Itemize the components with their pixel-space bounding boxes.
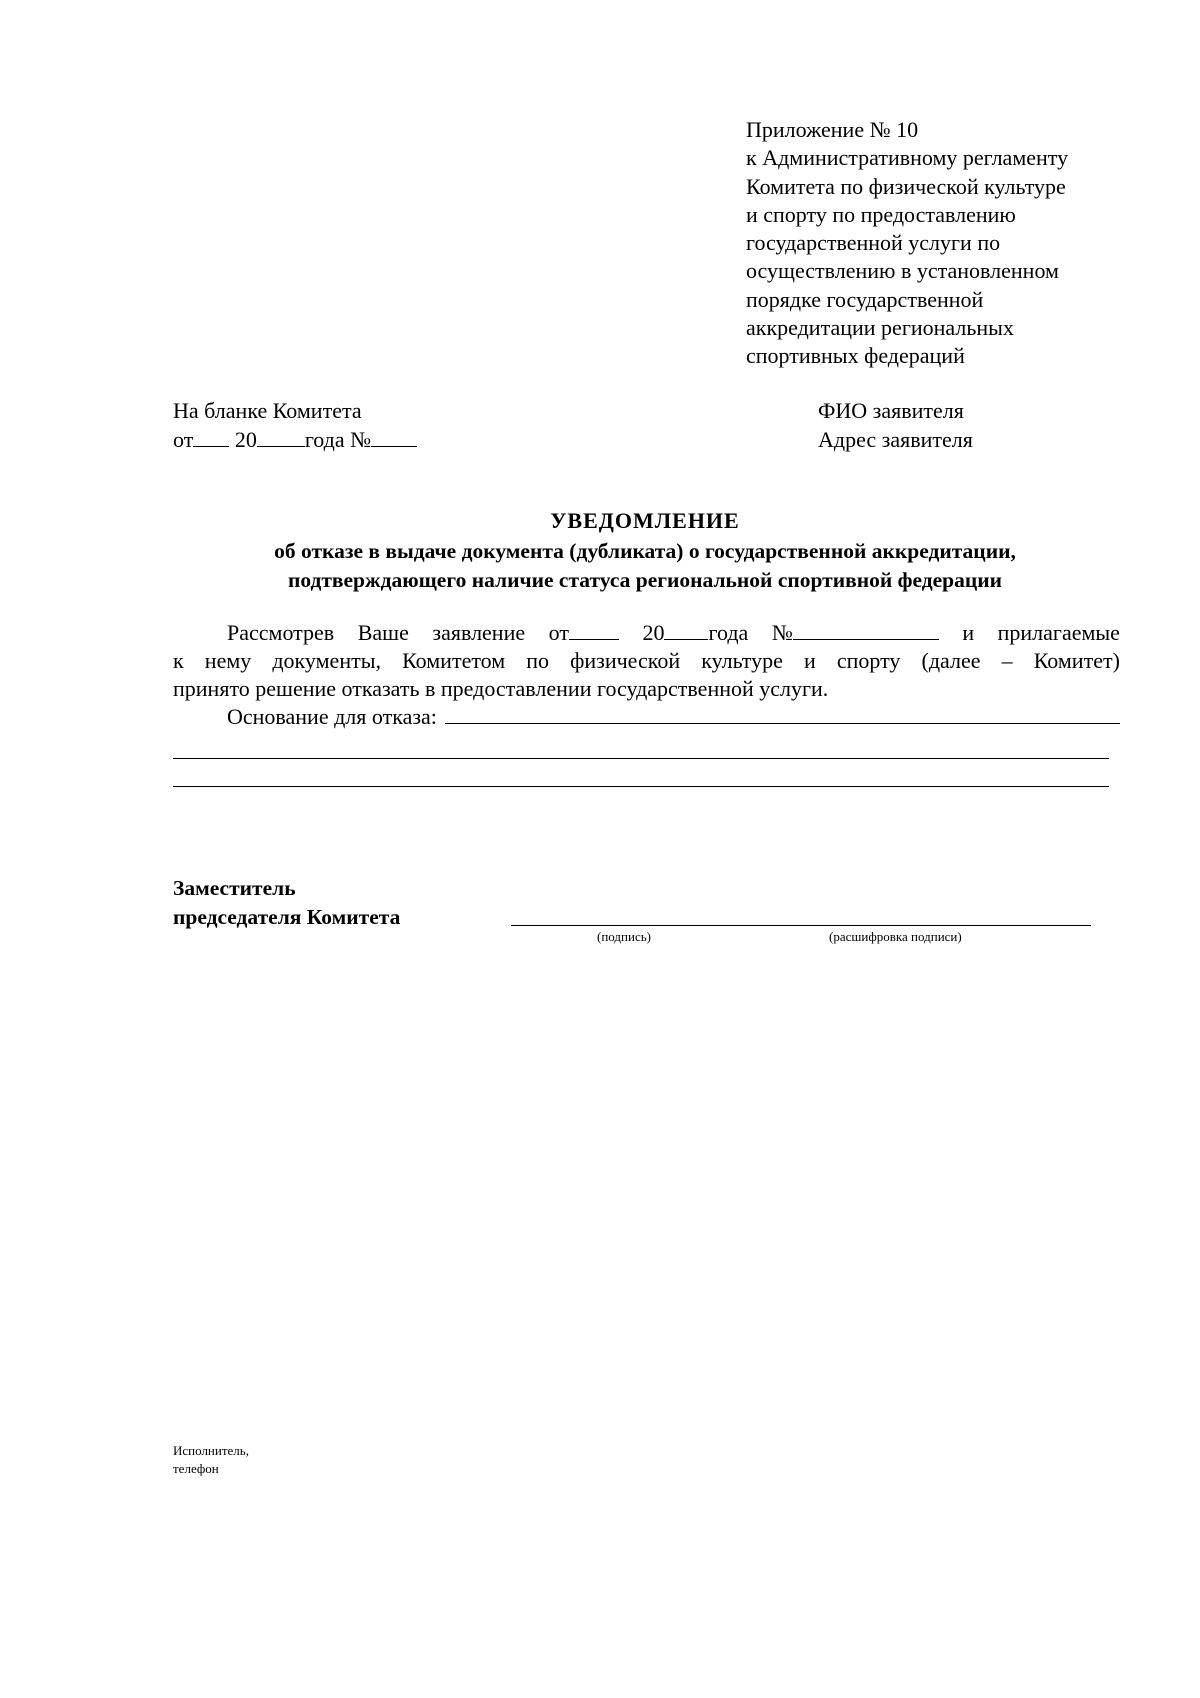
signature-decryption-caption: (расшифровка подписи) — [829, 929, 962, 944]
body-word: по — [526, 648, 550, 673]
date-year-prefix: 20 — [234, 426, 257, 452]
signature-caption: (подпись) — [597, 929, 651, 944]
appendix-line: государственной услуги по — [746, 230, 1001, 256]
letterhead-date-line — [173, 426, 417, 455]
refusal-reason-label: Основание для отказа: — [227, 704, 437, 729]
body-word: нему — [204, 648, 252, 673]
refusal-reason-blank-line — [173, 786, 1109, 787]
body-word: спорту — [836, 648, 901, 673]
appendix-line: порядке государственной — [746, 286, 984, 312]
appendix-line: Комитета по физической культуре — [746, 173, 1066, 199]
signer-title: председателя Комитета — [173, 905, 401, 929]
applicant-address: Адрес заявителя — [818, 426, 973, 452]
date-year-blank — [257, 426, 305, 447]
body-word: документы, — [272, 648, 381, 673]
appendix-line: Приложение № 10 — [746, 117, 919, 142]
body-word: 20 — [642, 620, 665, 645]
body-word: и — [803, 648, 816, 673]
application-date-field — [549, 619, 619, 647]
appendix-line: спортивных федераций — [746, 343, 965, 369]
document-subtitle — [150, 537, 1140, 594]
addressee-block — [818, 397, 973, 454]
refusal-reason-blank-line — [173, 758, 1109, 759]
body-word: (далее — [921, 648, 981, 673]
application-number-blank — [793, 619, 939, 640]
signature-line — [511, 925, 1091, 926]
executor-phone-label: телефон — [173, 1461, 219, 1476]
body-line-2 — [173, 647, 1120, 675]
body-word: Комитет) — [1033, 648, 1120, 673]
appendix-line: аккредитации региональных — [746, 315, 1014, 341]
signer-block — [173, 874, 400, 932]
body-line-3: принято решение отказать в предоставлении государственной услуги. — [173, 676, 829, 701]
applicant-name: ФИО заявителя — [818, 398, 964, 423]
body-word: культуре — [701, 648, 783, 673]
document-title: УВЕДОМЛЕНИЕ — [550, 508, 740, 533]
body-word: Комитетом — [402, 648, 506, 673]
notice-body — [173, 619, 1120, 731]
date-from-prefix: от — [173, 426, 194, 452]
subtitle-line: подтверждающего наличие статуса региональной спортивной федерации — [287, 567, 1003, 592]
executor-label: Исполнитель, — [173, 1443, 249, 1458]
body-word: заявление — [432, 620, 526, 645]
body-word: Рассмотрев — [227, 620, 335, 645]
body-word: физической — [570, 648, 681, 673]
body-word: к — [173, 648, 184, 673]
body-word: – — [1001, 648, 1013, 673]
appendix-line: и спорту по предоставлению — [746, 201, 1016, 227]
executor-block — [173, 1442, 249, 1478]
refusal-reason-blank — [445, 703, 1120, 724]
subtitle-line: об отказе в выдаче документа (дубликата) о государственной аккредитации, — [274, 539, 1016, 563]
letterhead-label: На бланке Комитета — [173, 398, 362, 423]
date-number-prefix: года № — [304, 426, 372, 452]
body-line-1 — [173, 619, 1120, 647]
appendix-reference — [746, 116, 1146, 371]
application-number-field — [772, 619, 939, 647]
date-day-blank — [193, 426, 229, 447]
body-word: № — [771, 620, 793, 645]
appendix-line: осуществлению в установленном — [746, 258, 1059, 284]
body-word: года — [708, 620, 749, 645]
body-word: Ваше — [357, 620, 409, 645]
body-word: и — [962, 620, 975, 645]
body-word: от — [548, 620, 569, 645]
application-year-blank — [664, 619, 708, 640]
application-year-field — [642, 619, 748, 647]
signer-title: Заместитель — [173, 876, 296, 900]
application-day-blank — [569, 619, 619, 640]
appendix-line: к Административному регламенту — [746, 145, 1069, 171]
refusal-reason-row — [173, 703, 1120, 731]
letterhead-block — [173, 397, 417, 454]
document-number-blank — [371, 426, 417, 447]
body-word: прилагаемые — [997, 620, 1120, 645]
